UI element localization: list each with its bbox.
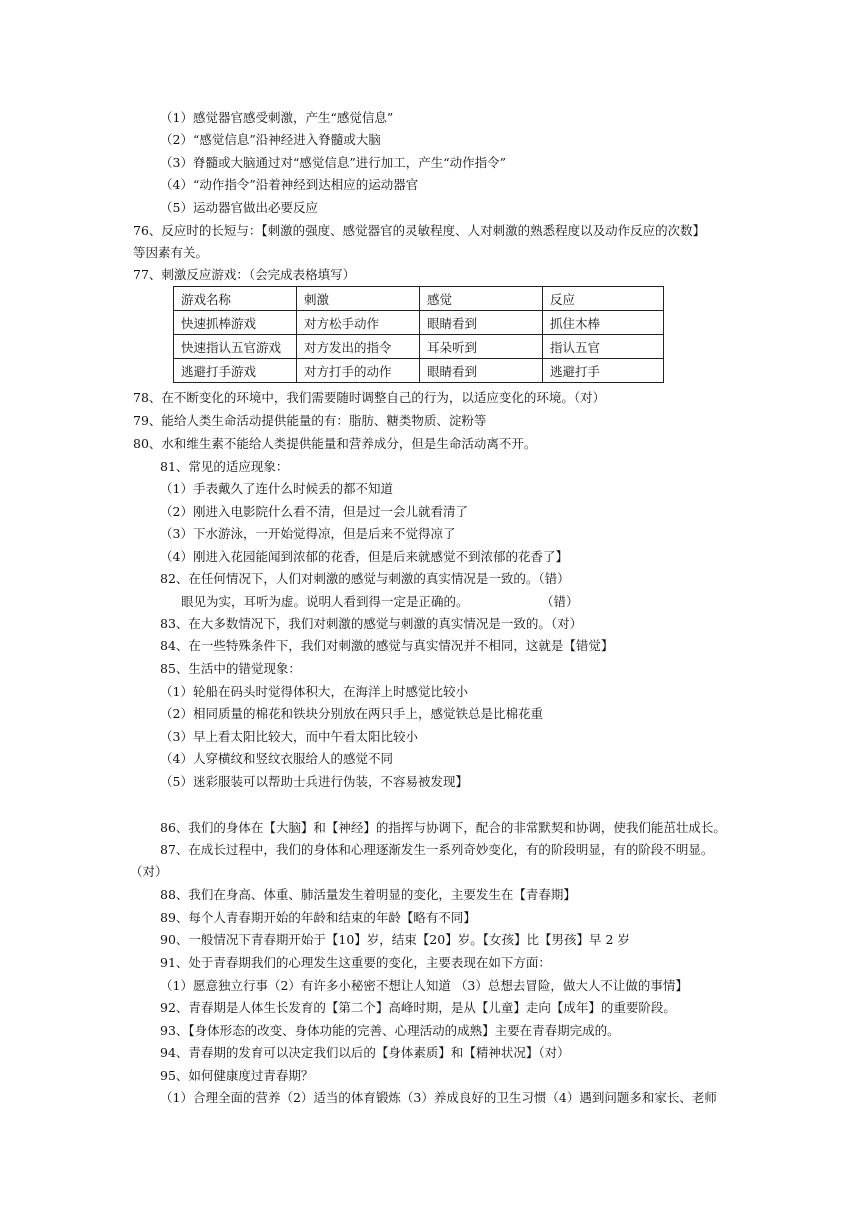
question-82-sub: 眼见为实，耳听为虚。说明人看到得一定是正确的。	[181, 594, 469, 609]
table-row	[174, 311, 664, 335]
question-78: 78、在不断变化的环境中，我们需要随时调整自己的行为，以适应变化的环境。（对）	[133, 390, 606, 405]
list-item: （1）轮船在码头时觉得体积大，在海洋上时感觉比较小	[160, 684, 468, 699]
question-87-answer: （对）	[130, 864, 168, 879]
stimulus-response-table	[173, 286, 664, 383]
question-79: 79、能给人类生命活动提供能量的有：脂肪、糖类物质、淀粉等	[133, 413, 487, 428]
table-row	[174, 359, 664, 383]
text-line: （4）“动作指令”沿着神经到达相应的运动器官	[160, 177, 419, 192]
table-cell: 抓住木棒	[543, 311, 664, 335]
question-89: 89、每个人青春期开始的年龄和结束的年龄【略有不同】	[160, 910, 476, 925]
question-82-sub-answer: （错）	[541, 594, 579, 609]
question-81: 81、常见的适应现象：	[160, 459, 289, 474]
question-83: 83、在大多数情况下，我们对刺激的感觉与刺激的真实情况是一致的。（对）	[160, 616, 583, 631]
question-91: 91、处于青春期我们的心理发生这重要的变化，主要表现在如下方面：	[160, 955, 551, 970]
list-item: （4）刚进入花园能闻到浓郁的花香，但是后来就感觉不到浓郁的花香了】	[160, 549, 568, 564]
list-item: （4）人穿横纹和竖纹衣服给人的感觉不同	[160, 751, 393, 766]
table-cell: 对方发出的指令	[297, 335, 420, 359]
question-90: 90、一般情况下青春期开始于【10】岁，结束【20】岁。【女孩】比【男孩】早 2 岁	[160, 932, 630, 947]
list-item: （3）早上看太阳比较大，而中午看太阳比较小	[160, 729, 418, 744]
question-87: 87、在成长过程中，我们的身体和心理逐渐发生一系列奇妙变化，有的阶段明显，有的阶段不明显。	[160, 842, 714, 857]
table-cell: 对方松手动作	[297, 311, 420, 335]
question-88: 88、我们在身高、体重、肺活量发生着明显的变化，主要发生在【青春期】	[160, 887, 576, 902]
question-93: 93、【身体形态的改变、身体功能的完善、心理活动的成熟】主要在青春期完成的。	[160, 1023, 620, 1038]
question-76: 76、反应时的长短与：【刺激的强度、感觉器官的灵敏程度、人对刺激的熟悉程度以及动作反应的次数】	[133, 223, 706, 238]
text-line: （2）“感觉信息”沿神经进入脊髓或大脑	[160, 132, 381, 147]
list-item: （2）相同质量的棉花和铁块分别放在两只手上，感觉铁总是比棉花重	[160, 706, 543, 721]
table-cell: 眼睛看到	[420, 311, 543, 335]
table-cell: 对方打手的动作	[297, 359, 420, 383]
question-92: 92、青春期是人体生长发育的【第二个】高峰时期，是从【儿童】走向【成年】的重要阶段。	[160, 1000, 676, 1015]
table-cell: 逃避打手游戏	[174, 359, 297, 383]
list-item: （1）愿意独立行事（2）有许多小秘密不想让人知道 （3）总想去冒险，做大人不让做的事情】	[160, 978, 688, 993]
question-86: 86、我们的身体在【大脑】和【神经】的指挥与协调下，配合的非常默契和协调，使我们能茁壮成长。	[160, 820, 726, 835]
question-80: 80、水和维生素不能给人类提供能量和营养成分，但是生命活动离不开。	[133, 436, 537, 451]
question-94: 94、青春期的发育可以决定我们以后的【身体素质】和【精神状况】（对）	[160, 1045, 570, 1060]
table-header-row	[174, 287, 664, 311]
table-header-cell: 感觉	[420, 287, 543, 311]
table-cell: 快速指认五官游戏	[174, 335, 297, 359]
table-header-cell: 游戏名称	[174, 287, 297, 311]
question-95: 95、如何健康度过青春期？	[160, 1068, 314, 1083]
table-cell: 耳朵听到	[420, 335, 543, 359]
list-item: （1）合理全面的营养（2）适当的体育锻炼（3）养成良好的卫生习惯（4）遇到问题多和家长、老师	[160, 1090, 717, 1105]
text-line: （5）运动器官做出必要反应	[160, 200, 318, 215]
table-cell: 指认五官	[543, 335, 664, 359]
table-cell: 逃避打手	[543, 359, 664, 383]
text-line: （1）感觉器官感受刺激，产生“感觉信息”	[160, 110, 394, 125]
table-cell: 眼睛看到	[420, 359, 543, 383]
text-line: （3）脊髓或大脑通过对“感觉信息”进行加工，产生“动作指令”	[160, 155, 507, 170]
table-header-cell: 反应	[543, 287, 664, 311]
question-82: 82、在任何情况下，人们对刺激的感觉与刺激的真实情况是一致的。（错）	[160, 571, 570, 586]
list-item: （5）迷彩服装可以帮助士兵进行伪装，不容易被发现】	[160, 774, 468, 789]
table-header-cell: 刺激	[297, 287, 420, 311]
list-item: （3）下水游泳，一开始觉得凉，但是后来不觉得凉了	[160, 526, 456, 541]
table-cell: 快速抓棒游戏	[174, 311, 297, 335]
table-row	[174, 335, 664, 359]
question-85: 85、生活中的错觉现象：	[160, 661, 301, 676]
question-84: 84、在一些特殊条件下，我们对刺激的感觉与真实情况并不相同，这就是【错觉】	[160, 638, 614, 653]
list-item: （1）手表戴久了连什么时候丢的都不知道	[160, 481, 393, 496]
question-77: 77、刺激反应游戏：（会完成表格填写）	[133, 267, 356, 282]
list-item: （2）刚进入电影院什么看不清，但是过一会儿就看清了	[160, 504, 468, 519]
question-76-cont: 等因素有关。	[133, 245, 209, 260]
